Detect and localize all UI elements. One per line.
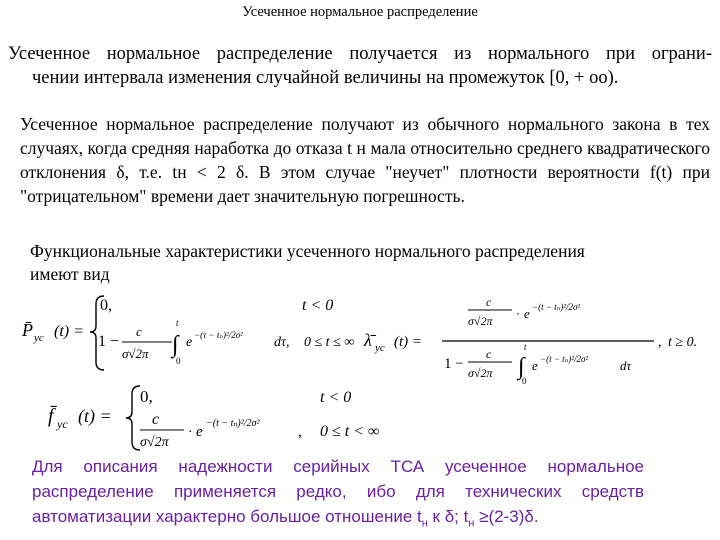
formula-reliability-int-low: 0 xyxy=(176,356,181,366)
formula-density-exponent: −(t − tₙ)²/2σ² xyxy=(206,418,260,429)
conclusion-mid: к δ; t xyxy=(427,507,469,526)
formula-density-comma: , xyxy=(298,424,302,440)
formula-rate-int-low: 0 xyxy=(522,376,527,386)
formula-reliability-case1-cond: t < 0 xyxy=(302,297,334,314)
conclusion-sub-2: н xyxy=(468,517,475,530)
formula-rate-dot: · xyxy=(516,306,521,321)
formula-density-dot: · xyxy=(188,425,193,440)
conclusion-text: Для описания надежности серийных ТСА усеченное нормальное распределение применяется редко, ибо для технических средств автоматизации характерно большое отношение t xyxy=(32,457,644,526)
formula-reliability-case2-cond: 0 ≤ t ≤ ∞ xyxy=(304,335,355,350)
formula-reliability-int-up: t xyxy=(176,318,179,328)
formula-rate-num-exponent: −(t − tₙ)²/2σ² xyxy=(532,302,581,312)
formula-reliability-dtau: dτ, xyxy=(274,335,290,350)
formula-density-exp-base: e xyxy=(196,424,203,440)
intro-line-2: чении интервала изменения случайной величины на промежуток [0, + oo). xyxy=(32,68,619,88)
formula-density xyxy=(48,384,408,454)
formula-density-lhs: f̄ xyxy=(48,405,54,427)
formula-reliability-lhs-sub: ус xyxy=(34,332,44,344)
conclusion-sub-1: н xyxy=(421,517,428,530)
formula-rate-den-c: c xyxy=(486,347,492,361)
formula-density-c: c xyxy=(152,411,160,428)
formula-reliability-lhs: P̄ xyxy=(22,320,33,340)
formula-rate-integral: ∫ xyxy=(518,354,525,380)
formula-rate-num-denom: σ√2π xyxy=(468,314,493,328)
formula-rate-lhs-arg: (t) = xyxy=(394,334,423,350)
characteristics-line-2: имеют вид xyxy=(30,264,110,284)
formula-rate-num-exp-base: e xyxy=(524,306,530,321)
formula-rate-dtau: dτ xyxy=(620,358,632,373)
formula-density-case1-cond: t < 0 xyxy=(320,389,352,406)
formula-density-lhs-sub: ус xyxy=(57,417,68,431)
conclusion-paragraph xyxy=(32,454,644,536)
formula-reliability-case1-val: 0, xyxy=(100,297,112,314)
characteristics-intro xyxy=(30,240,710,286)
formula-rate-den-exponent: −(t − tₙ)²/2σ² xyxy=(540,354,589,364)
conclusion-tail: ≥(2-3)δ. xyxy=(474,507,539,526)
formula-reliability-c: c xyxy=(136,324,142,339)
intro-paragraph xyxy=(8,42,712,90)
formula-reliability-exponent: −(τ − tₙ)²/2σ² xyxy=(194,330,243,340)
formula-rate-int-up: t xyxy=(524,342,527,352)
formula-density-denom: σ√2π xyxy=(140,435,169,450)
formula-rate-num-c: c xyxy=(486,295,492,309)
formula-reliability-lhs-arg: (t) = xyxy=(54,323,84,340)
formula-reliability xyxy=(22,292,355,372)
formula-rate-one-minus: 1 − xyxy=(444,356,464,372)
formula-reliability-exp-base: e xyxy=(186,335,193,350)
formula-rate-den-exp-base: e xyxy=(532,358,538,373)
slide-title: Усеченное нормальное распределение xyxy=(242,4,478,20)
formula-reliability-integral: ∫ xyxy=(172,332,179,358)
formula-rate-lhs-sub: ус xyxy=(375,342,385,354)
definition-paragraph: Усеченное нормальное распределение получают из обычного нормального закона в тех случаях, когда средняя наработка до отказа t н мала относительно среднего квадратического отклонения δ, т.е. tн < 2 δ. В этом случае "неучет" плотности вероятности f(t) при "отрицательном" времени дает значительную погрешность. xyxy=(20,114,710,206)
formula-rate-den-denom: σ√2π xyxy=(468,366,493,380)
formula-density-case2-cond: 0 ≤ t < ∞ xyxy=(320,423,380,440)
formula-rate-comma: , xyxy=(658,335,662,350)
formula-rate-cond: t ≥ 0. xyxy=(668,335,698,350)
formula-reliability-denom: σ√2π xyxy=(122,346,149,361)
formula-density-case1-val: 0, xyxy=(140,387,153,406)
formula-reliability-one-minus: 1 − xyxy=(98,333,120,350)
formula-density-lhs-arg: (t) = xyxy=(78,406,112,426)
characteristics-line-1: Функциональные характеристики усеченного нормального распределения xyxy=(30,241,585,261)
intro-line-1: Усеченное нормальное распределение получается из нормального при ограни- xyxy=(8,44,712,64)
formula-rate-lhs: λ̄ xyxy=(364,330,372,350)
formula-failure-rate xyxy=(364,294,700,386)
formula-density-brace xyxy=(126,386,140,450)
